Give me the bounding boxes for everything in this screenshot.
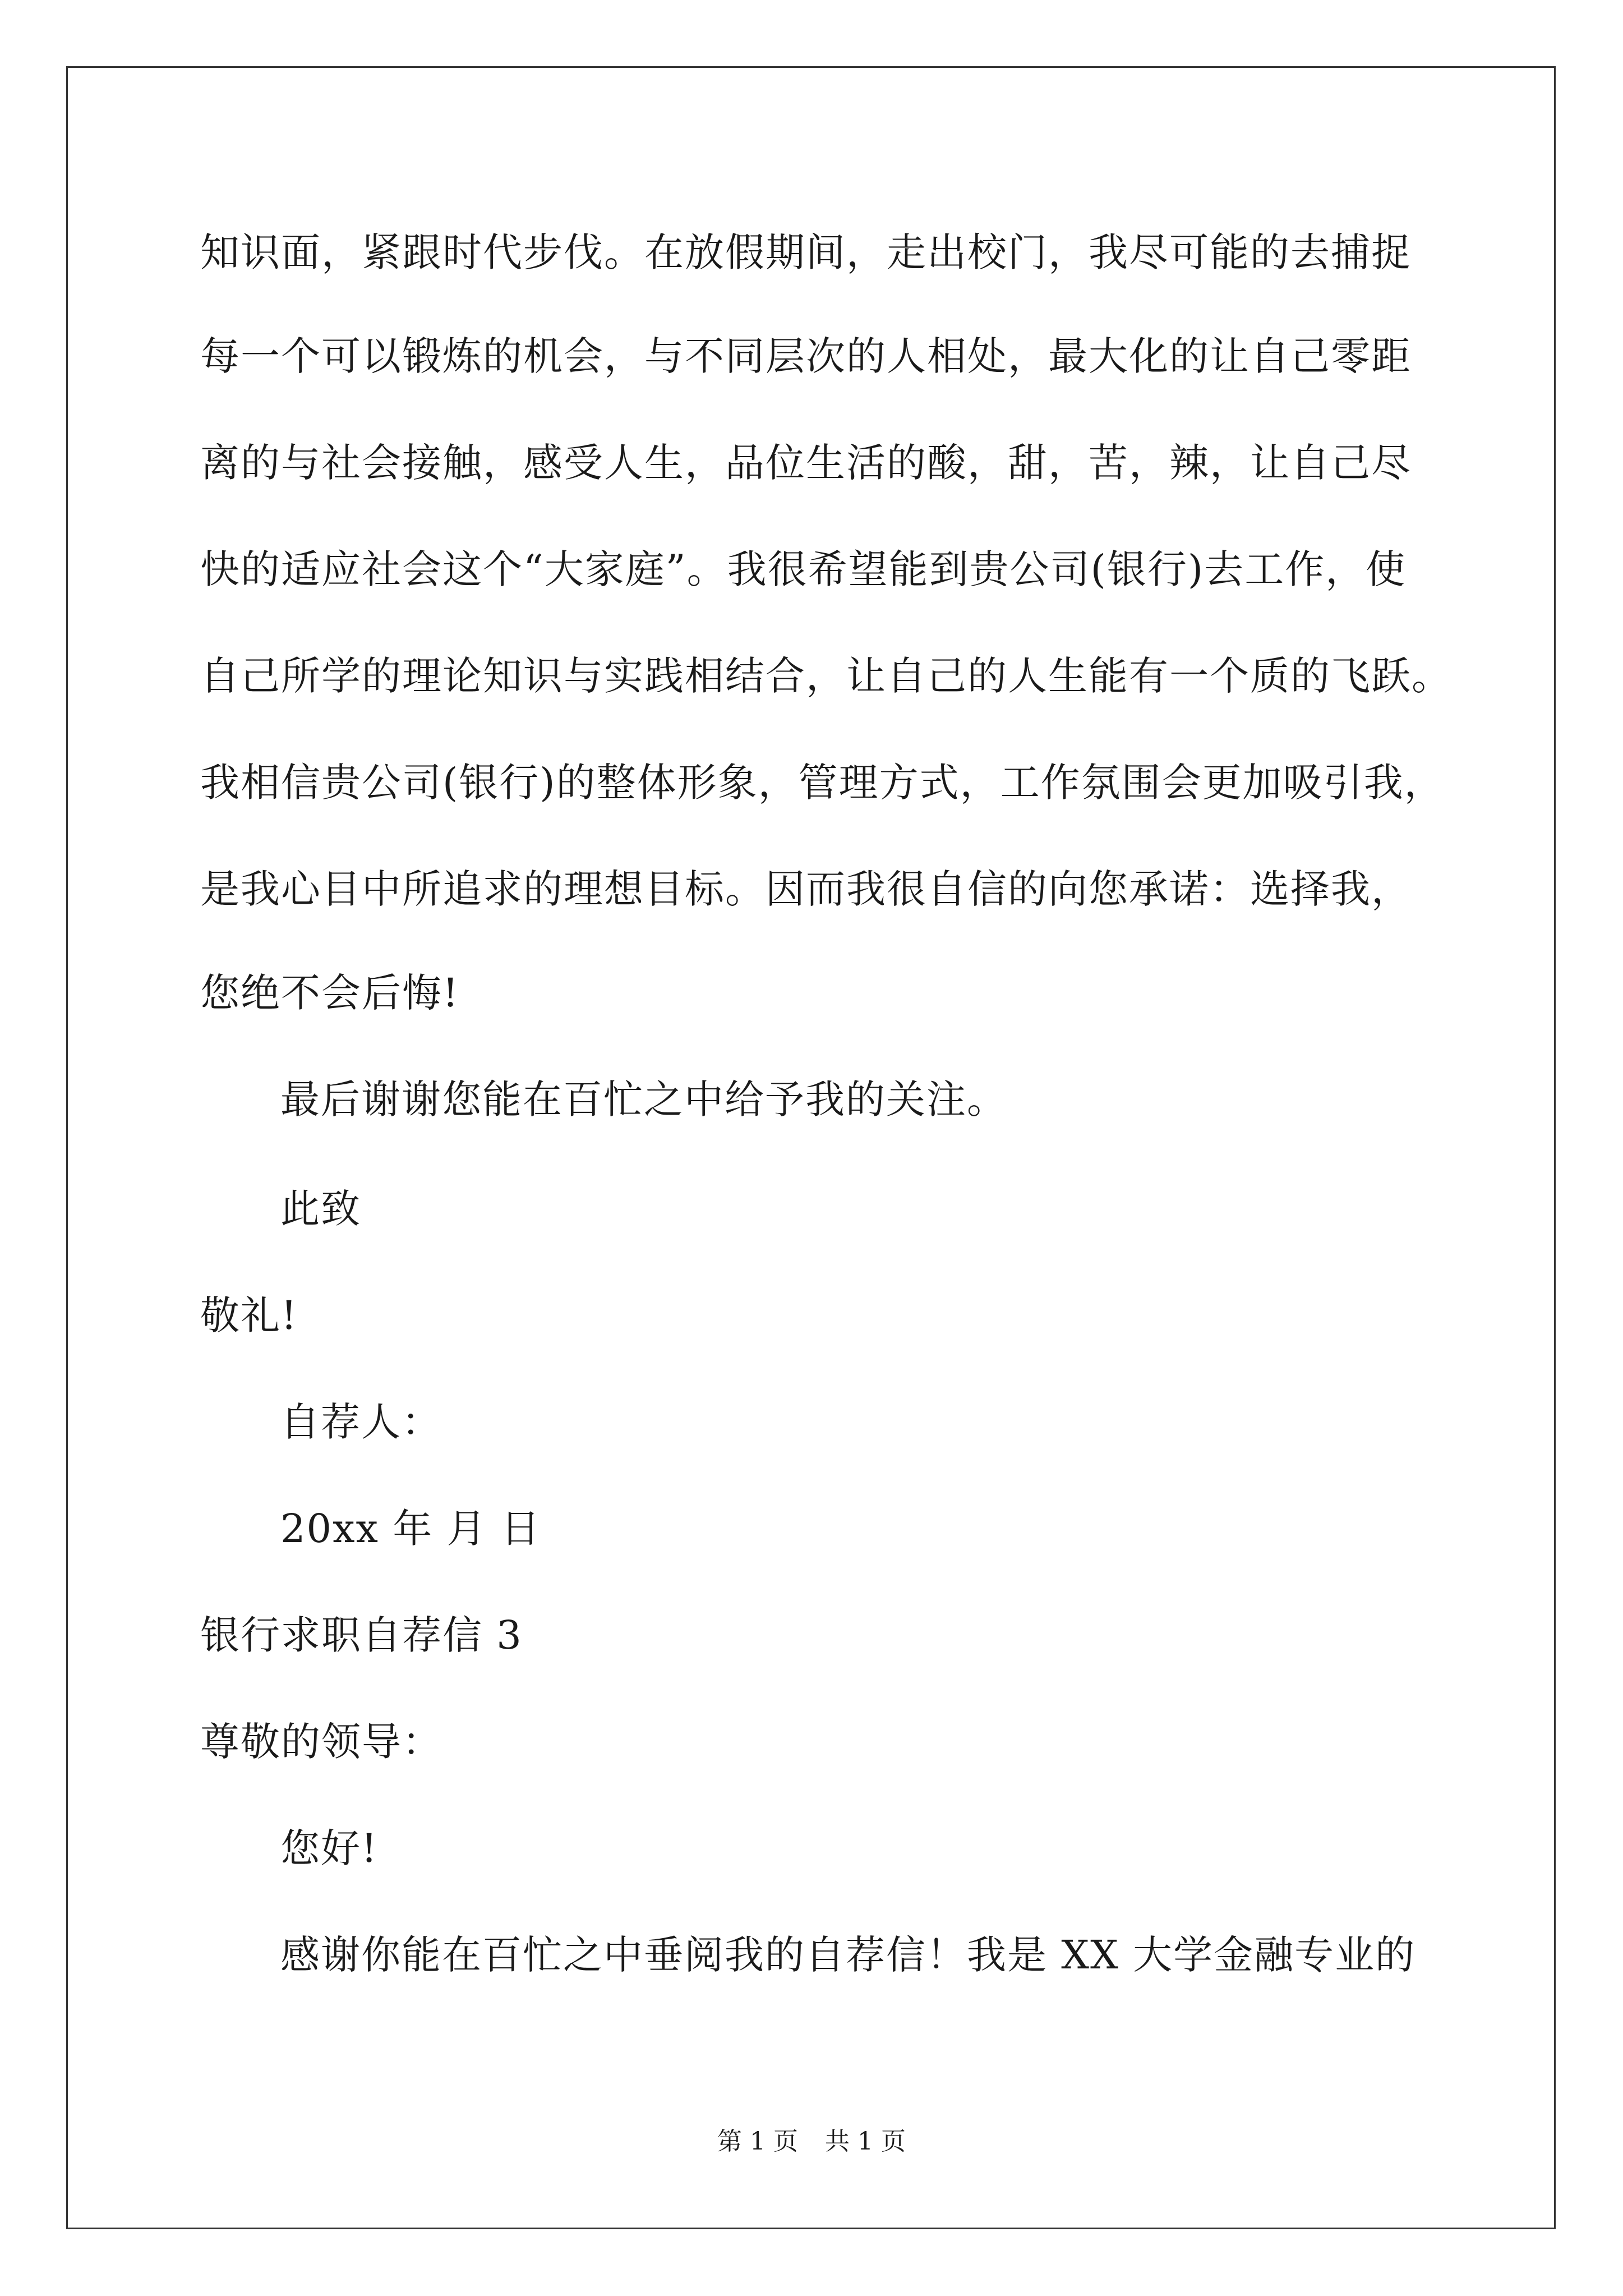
body-line: 自己所学的理论知识与实践相结合，让自己的人生能有一个质的飞跃。 xyxy=(200,653,1452,699)
body-line: 我相信贵公司(银行)的整体形象，管理方式，工作氛围会更加吸引我， xyxy=(200,760,1445,806)
page-footer xyxy=(0,2126,1623,2157)
body-line: 是我心目中所追求的理想目标。因而我很自信的向您承诺：选择我， xyxy=(200,866,1412,912)
date-line: 20xx 年 月 日 xyxy=(280,1506,541,1552)
salutation-regards: 敬礼! xyxy=(200,1292,298,1338)
body-line: 离的与社会接触，感受人生，品位生活的酸，甜，苦，辣，让自己尽 xyxy=(200,440,1412,486)
closing-thanks: 最后谢谢您能在百忙之中给予我的关注。 xyxy=(280,1076,1007,1122)
page-total: 共 1 页 xyxy=(825,2127,906,2156)
body-line: 知识面，紧跟时代步伐。在放假期间，走出校门，我尽可能的去捕捉 xyxy=(200,229,1412,275)
greeting-line: 尊敬的领导： xyxy=(200,1719,442,1765)
section-title: 银行求职自荐信 3 xyxy=(200,1612,523,1658)
body-line: 每一个可以锻炼的机会，与不同层次的人相处，最大化的让自己零距 xyxy=(200,333,1412,379)
body-line: 感谢你能在百忙之中垂阅我的自荐信！我是 XX 大学金融专业的 xyxy=(280,1932,1416,1978)
greeting-hello: 您好! xyxy=(280,1825,379,1871)
signature-label: 自荐人： xyxy=(280,1399,442,1445)
page-border xyxy=(66,66,1556,2229)
body-line: 快的适应社会这个“大家庭”。我很希望能到贵公司(银行)去工作，使 xyxy=(200,546,1407,592)
salutation-closing: 此致 xyxy=(280,1186,361,1232)
page-number: 第 1 页 xyxy=(717,2127,798,2156)
body-line: 您绝不会后悔! xyxy=(200,970,460,1016)
